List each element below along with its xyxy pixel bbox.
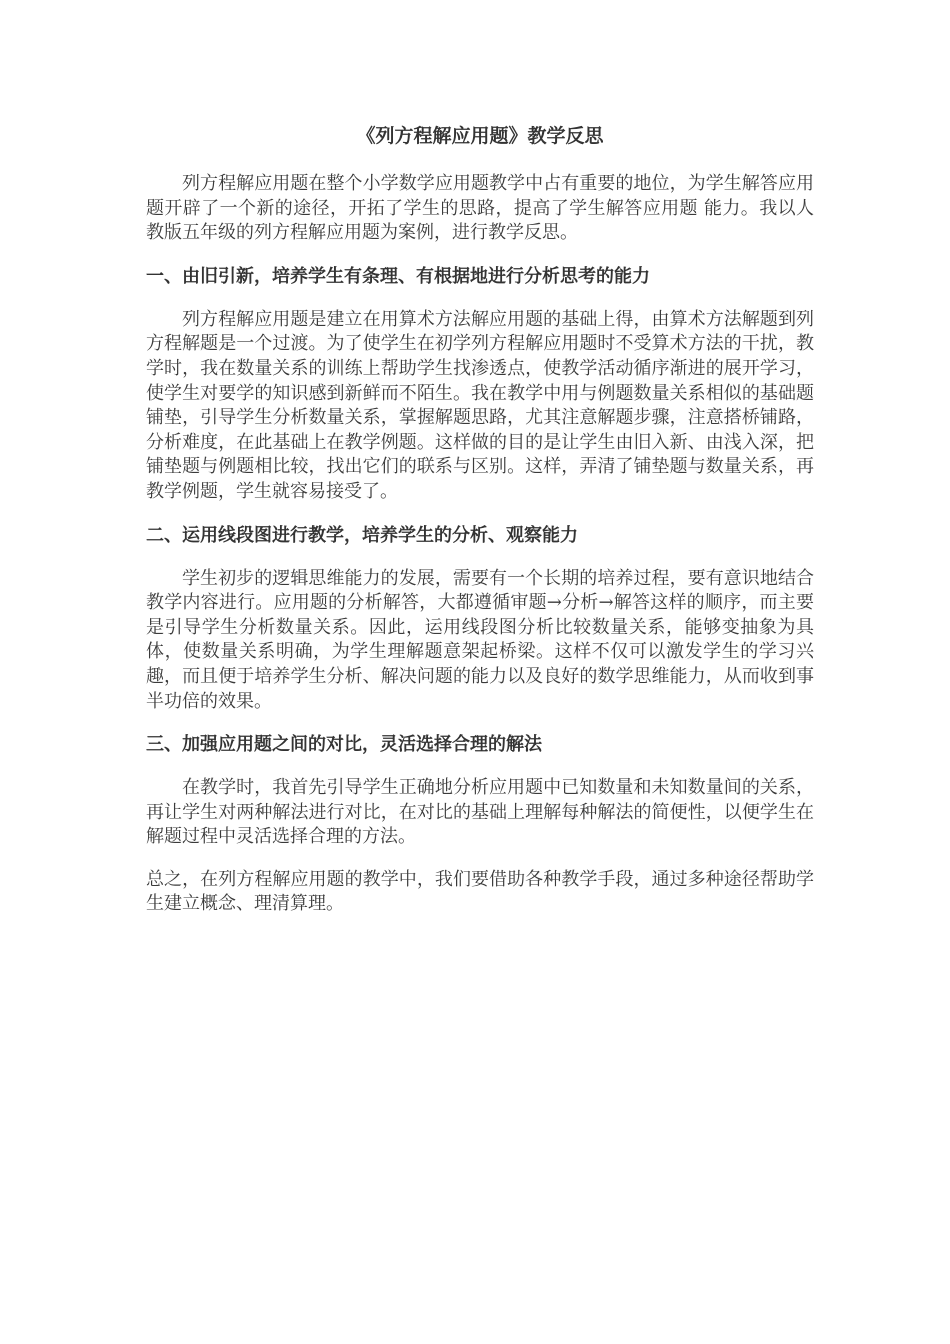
document-title: 《列方程解应用题》教学反思 (356, 125, 604, 147)
section-body-3: 在教学时，我首先引导学生正确地分析应用题中已知数量和未知数量间的关系，再让学生对两种解法进行对比，在对比的基础上理解每种解法的简便性，以便学生在解题过程中灵活选择合理的方法。 (146, 777, 814, 848)
document-page (146, 122, 814, 917)
section-heading-3: 三、加强应用题之间的对比，灵活选择合理的解法 (146, 734, 542, 756)
section-heading-2: 二、运用线段图进行教学，培养学生的分析、观察能力 (146, 524, 578, 546)
paragraph-gap (146, 850, 814, 868)
intro-paragraph: 列方程解应用题在整个小学数学应用题教学中占有重要的地位，为学生解答应用题开辟了一个新的途径，开拓了学生的思路，提高了学生解答应用题 能力。我以人教版五年级的列方程解应用题为案例，进行教学反思。 (146, 173, 814, 244)
section-body-1: 列方程解应用题是建立在用算术方法解应用题的基础上得，由算术方法解题到列方程解题是一个过渡。为了使学生在初学列方程解应用题时不受算术方法的干扰，教学时，我在数量关系的训练上帮助学生找渗透点，使教学活动循序渐进的展开学习，使学生对要学的知识感到新鲜而不陌生。我在教学中用与例题数量关系相似的基础题铺垫，引导学生分析数量关系，掌握解题思路，尤其注意解题步骤，注意搭桥铺路，分析难度，在此基础上在教学例题。这样做的目的是让学生由旧入新、由浅入深，把铺垫题与例题相比较，找出它们的联系与区别。这样，弄清了铺垫题与数量关系，再教学例题，学生就容易接受了。 (146, 308, 814, 502)
section-heading-1: 一、由旧引新，培养学生有条理、有根据地进行分析思考的能力 (146, 265, 650, 287)
section-body-2: 学生初步的逻辑思维能力的发展，需要有一个长期的培养过程，要有意识地结合教学内容进行。应用题的分析解答，大都遵循审题→分析→解答这样的顺序，而主要是引导学生分析数量关系。因此，运用线段图分析比较数量关系，能够变抽象为具体，使数量关系明确，为学生理解题意架起桥梁。这样不仅可以激发学生的学习兴趣，而且便于培养学生分析、解决问题的能力以及良好的数学思维能力，从而收到事半功倍的效果。 (146, 567, 814, 712)
conclusion-paragraph: 总之，在列方程解应用题的教学中，我们要借助各种教学手段，通过多种途径帮助学生建立概念、理清算理。 (146, 868, 814, 915)
